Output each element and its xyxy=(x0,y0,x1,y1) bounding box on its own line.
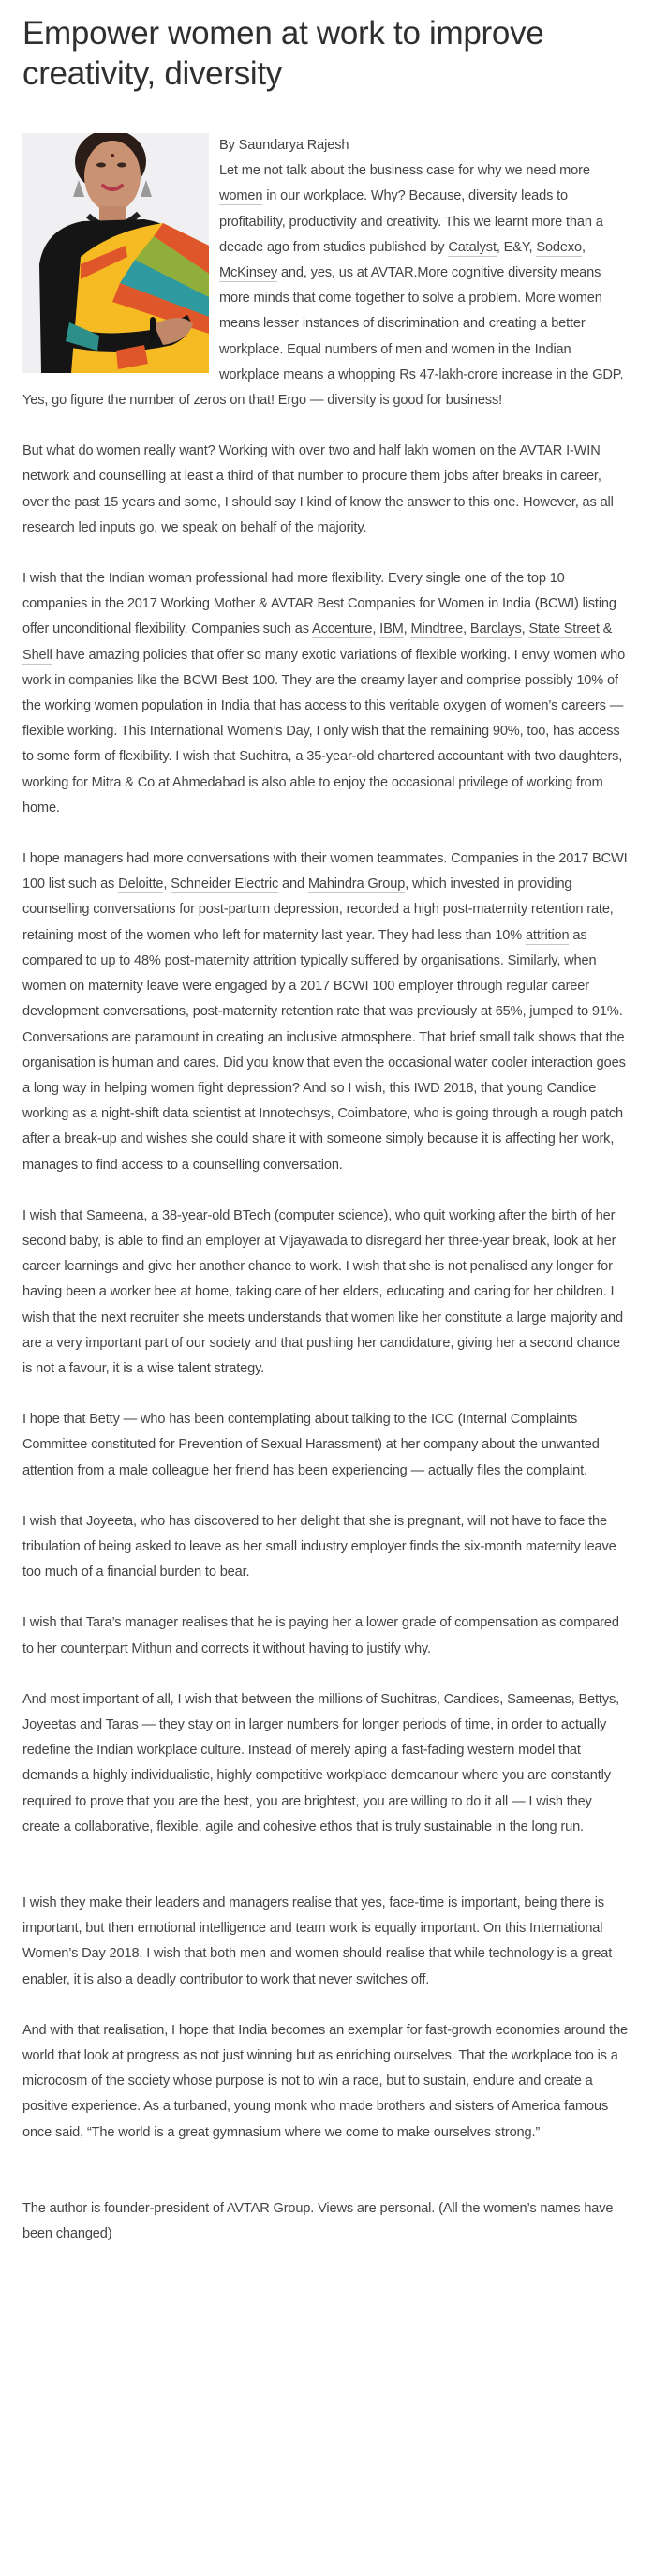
text: , xyxy=(372,622,380,637)
link-mahindra-group[interactable]: Mahindra Group xyxy=(307,876,406,892)
link-sodexo[interactable]: Sodexo xyxy=(536,239,582,255)
link-catalyst[interactable]: Catalyst xyxy=(448,239,497,255)
text: and, yes, us at AVTAR.More cognitive diversity means more minds that come together to solve a problem. More women means lesser instances of discrimination and creating a better workplace. Equal numbers of men and women in the Indian workplace means a whopping Rs 47-lakh-crore increase in the GDP. Yes, go figure the number of zeros on that! Ergo — diversity is good for business! xyxy=(22,265,624,409)
paragraph-11: And with that realisation, I hope that India becomes an exemplar for fast-growth economies around the world that look at progress as not just winning but as enriching ourselves. That the workplace too is a microcosm of the society whose purpose is not to win a race, but to sustain, endure and create a positive experience. As a turbaned, young monk who made brothers and sisters of America famous once said, “The world is a great gymnasium where we come to make ourselves strong.” xyxy=(22,2022,629,2140)
text: , xyxy=(403,622,411,637)
paragraph-5: I wish that Sameena, a 38-year-old BTech (computer science), who quit working after the birth of her second baby, is able to find an employer at Vijayawada to disregard her three-year break, look at her career learnings and give her another chance to work. I wish that she is not penalised any longer for having been a worker bee at home, taking care of her elders, educating and caring for her children. I wish that the next recruiter she meets understands that women like her constitute a large majority and are a very important part of our society and that pushing her candidature, giving her a second chance is not a favour, it is a wise talent strategy. xyxy=(22,1207,623,1376)
text: I wish that the Indian woman professional had more flexibility. Every single one of the top 10 companies in the 2017 Working Mother & AVTAR Best Companies for Women in India (BCWI) listing offer unconditional flexibility. Companies such as xyxy=(22,571,616,637)
text: , xyxy=(581,239,586,255)
paragraph-9: And most important of all, I wish that between the millions of Suchitras, Candices, Sameenas, Bettys, Joyeetas and Taras — they stay on in larger numbers for longer periods of time, in order to actually redefine the Indian workplace culture. Instead of merely aping a fast-fading western model that demands a highly individualistic, highly competitive workplace demeanour where you are constantly required to prove that you are the best, you are brightest, you are willing to do it all — I wish they create a collaborative, flexible, agile and cohesive ethos that is truly sustainable in the long run. xyxy=(22,1691,620,1835)
paragraph-6: I hope that Betty — who has been contemplating about talking to the ICC (Internal Complaints Committee constituted for Prevention of Sexual Harassment) at her company about the unwanted attention from a male colleague her friend has been experiencing — actually files the complaint. xyxy=(22,1412,600,1478)
author-photo xyxy=(22,133,209,373)
link-state-street[interactable]: State Street xyxy=(528,622,600,637)
link-women[interactable]: women xyxy=(219,188,263,204)
paragraph-7: I wish that Joyeeta, who has discovered to her delight that she is pregnant, will not have to face the tribulation of being asked to leave as her small industry employer finds the six-month maternity leave too much of a financial burden to bear. xyxy=(22,1513,616,1580)
link-barclays[interactable]: Barclays xyxy=(469,622,522,637)
text: , xyxy=(521,622,529,637)
paragraph-2: But what do women really want? Working with over two and half lakh women on the AVTAR I-WIN network and counselling at least a third of that number to procure them jobs after breaks in career, over the past 15 years and some, I should say I kind of know the answer to this one. However, as all research led inputs go, we speak on behalf of the majority. xyxy=(22,443,614,535)
byline: By Saundarya Rajesh xyxy=(219,138,349,153)
text: , xyxy=(163,876,171,892)
link-mindtree[interactable]: Mindtree xyxy=(410,622,464,637)
text: I hope managers had more conversations with their women teammates. Companies in the 2017 BCWI 100 list such as xyxy=(22,851,628,892)
paragraph-8: I wish that Tara’s manager realises that he is paying her a lower grade of compensation as compared to her counterpart Mithun and corrects it without having to justify why. xyxy=(22,1615,619,1656)
article-title: Empower women at work to improve creativity, diversity xyxy=(22,15,544,92)
text: Let me not talk about the business case for why we need more xyxy=(219,163,590,179)
paragraph-3 xyxy=(22,566,631,821)
link-mckinsey[interactable]: McKinsey xyxy=(219,265,278,281)
link-accenture[interactable]: Accenture xyxy=(312,622,373,637)
link-shell[interactable]: Shell xyxy=(22,647,52,663)
paragraph-10: I wish they make their leaders and managers realise that yes, face-time is important, being there is important, but then emotional intelligence and team work is equally important. On this International Women’s Day 2018, I wish that both men and women should realise that while technology is a great enabler, it is also a deadly contributor to work that never switches off. xyxy=(22,1895,613,1987)
text: , E&Y, xyxy=(496,239,537,255)
text: have amazing policies that offer so many exotic variations of flexible working. I envy women who work in companies like the BCWI Best 100. They are the creamy layer and comprise possibly 10% of the working women population in India that has access to this veritable oxygen of women’s careers — flexible working. This International Women’s Day, I only wish that the remaining 90%, too, has access to some form of flexibility. I wish that Suchitra, a 35-year-old chartered accountant with two daughters, working for Mitra & Co at Ahmedabad is also able to enjoy the occasional privilege of working from home. xyxy=(22,647,626,816)
link-attrition[interactable]: attrition xyxy=(525,927,570,943)
link-ibm[interactable]: IBM xyxy=(379,622,404,637)
paragraph-4 xyxy=(22,846,631,1178)
article-body xyxy=(22,133,631,2247)
link-deloitte[interactable]: Deloitte xyxy=(118,876,164,892)
text: , which invested in providing counselling conversations for post-partum depression, recorded a high post-maternity retention rate, retaining most of the women who left for maternity last year. They had less than 10% xyxy=(22,876,614,943)
text: and xyxy=(278,876,308,892)
author-note: The author is founder-president of AVTAR Group. Views are personal. (All the women’s names have been changed) xyxy=(22,2200,614,2242)
author-portrait-icon xyxy=(22,133,209,373)
text: & xyxy=(599,622,613,637)
text: as compared to up to 48% post-maternity attrition typically suffered by organisations. Similarly, when women on maternity leave were engaged by a 2017 BCWI 100 employer through regular career development conversations, post-maternity retention rate that was previously at 65%, jumped to 91%. Conversations are paramount in creating an inclusive atmosphere. That brief small talk shows that the organisation is human and cares. Did you know that even the occasional water cooler interaction goes a long way in helping women fight depression? And so I wish, this IWD 2018, that young Candice working as a night-shift data scientist at Innotechsys, Coimbatore, who is going through a rough patch after a break-up and wishes she could share it with someone simply because it is affecting her work, manages to find access to a counselling conversation. xyxy=(22,927,626,1173)
text: in our workplace. Why? Because, diversity leads to profitability, productivity and creativity. This we learnt more than a decade ago from studies published by xyxy=(219,188,603,255)
text: , xyxy=(463,622,470,637)
link-schneider-electric[interactable]: Schneider Electric xyxy=(171,876,279,892)
